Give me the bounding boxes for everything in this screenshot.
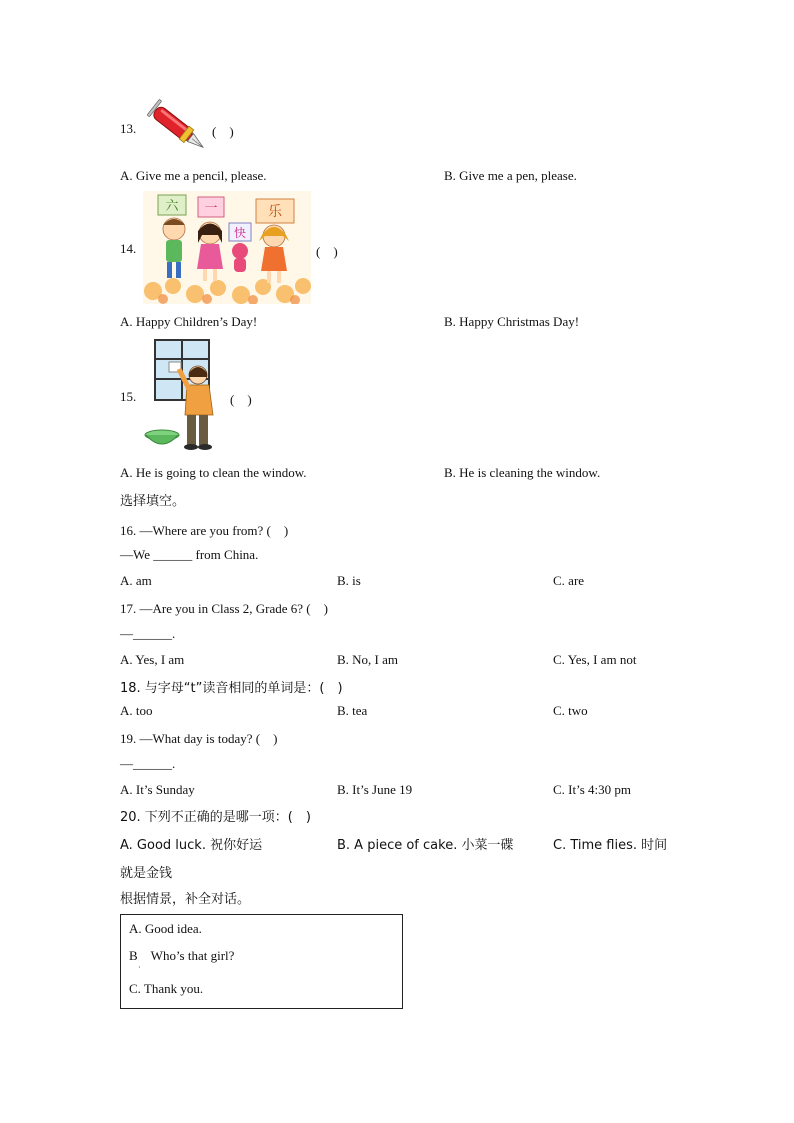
box-option-a: A. Good idea. <box>129 921 202 936</box>
question-17-stem: 17. —Are you in Class 2, Grade 6? ( ) <box>120 601 328 616</box>
option-a: A. Give me a pencil, please. <box>120 168 267 183</box>
section-heading-dialogue: 根据情景，补全对话。 <box>120 892 251 907</box>
question-18-stem: 18. 与字母“t”读音相同的单词是：( ) <box>120 681 343 696</box>
option-b: B. No, I am <box>337 652 399 667</box>
option-a: A. Happy Children’s Day! <box>120 314 258 329</box>
option-b: B. He is cleaning the window. <box>444 465 601 480</box>
option-a: A. Yes, I am <box>120 652 185 667</box>
question-16-line: —We ______ from China. <box>120 547 259 562</box>
option-b: B. is <box>337 573 361 588</box>
section-heading-fill-in: 选择填空。 <box>120 494 186 509</box>
option-a: A. It’s Sunday <box>120 782 195 797</box>
question-19-line: —______. <box>120 756 176 771</box>
stray-dot: · <box>138 963 141 972</box>
box-option-c: C. Thank you. <box>129 981 204 996</box>
answer-paren: ( ) <box>212 124 234 139</box>
sign-char: 六 <box>165 199 179 214</box>
question-20-stem: 20. 下列不正确的是哪一项：( ) <box>120 810 311 825</box>
question-17-line: —______. <box>120 626 176 641</box>
option-c: C. two <box>553 703 588 718</box>
option-b: B. It’s June 19 <box>337 782 413 797</box>
sign-char: 快 <box>233 226 247 240</box>
option-b: B. tea <box>337 703 368 718</box>
option-a: A. am <box>120 573 152 588</box>
pen-picture <box>142 94 212 160</box>
box-option-b: B Who’s that girl? <box>129 948 235 963</box>
question-15-number: 15. <box>120 389 137 404</box>
option-c: C. Yes, I am not <box>553 652 637 667</box>
option-b: B. Happy Christmas Day! <box>444 314 580 329</box>
option-a: A. too <box>120 703 153 718</box>
option-c: C. Time flies. 时间 <box>553 838 668 853</box>
option-a: A. Good luck. 祝你好运 <box>120 838 263 853</box>
question-19-stem: 19. —What day is today? ( ) <box>120 731 278 746</box>
question-13-number: 13. <box>120 121 137 136</box>
dialogue-options-box <box>120 914 403 1009</box>
sign-char: 一 <box>204 201 218 216</box>
option-c: C. are <box>553 573 585 588</box>
sign-char: 乐 <box>268 204 282 220</box>
option-c: C. It’s 4:30 pm <box>553 782 632 797</box>
option-a: A. He is going to clean the window. <box>120 465 307 480</box>
option-c-continued: 就是金钱 <box>120 866 173 881</box>
window-cleaning-picture <box>143 337 228 453</box>
answer-paren: ( ) <box>230 392 252 407</box>
question-14-number: 14. <box>120 241 137 256</box>
question-16-stem: 16. —Where are you from? ( ) <box>120 523 289 538</box>
option-b: B. Give me a pen, please. <box>444 168 577 183</box>
childrens-day-picture <box>143 191 311 304</box>
option-b: B. A piece of cake. 小菜一碟 <box>337 838 514 853</box>
answer-paren: ( ) <box>316 244 338 259</box>
